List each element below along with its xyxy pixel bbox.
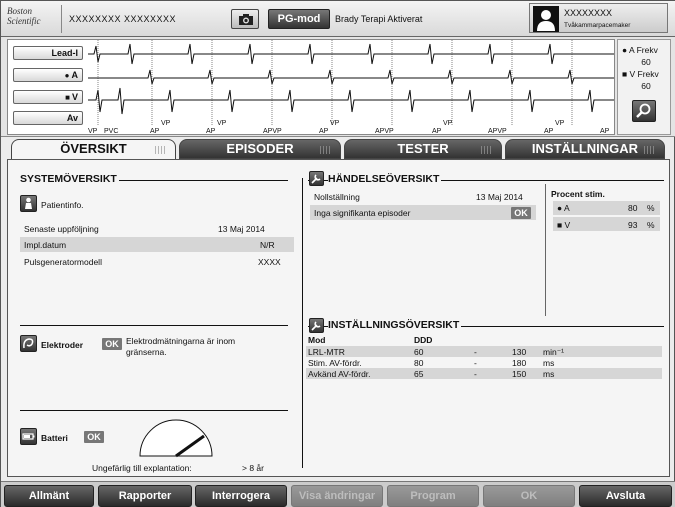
grip-icon: [644, 146, 656, 154]
pacing-divider: [545, 184, 546, 316]
device-info: [529, 3, 668, 33]
reset-label: Nollställning: [314, 192, 360, 202]
marker-label: APVP: [375, 128, 394, 135]
a-rate-value: 60: [641, 57, 651, 67]
ecg-panel: [7, 39, 615, 135]
setting-value-low: 65: [414, 369, 424, 379]
tab-oversikt[interactable]: ÖVERSIKT: [11, 139, 176, 161]
ecg-trace-atrial: [88, 70, 614, 84]
footer-bar: [1, 481, 675, 507]
program-button[interactable]: Program: [387, 485, 479, 507]
setting-dash: -: [474, 347, 477, 357]
patient-icon: [21, 196, 36, 211]
tab-episoder[interactable]: EPISODER: [179, 139, 341, 159]
no-episodes-text: Inga signifikanta episoder: [314, 208, 411, 218]
marker-label: VP: [217, 120, 227, 127]
tab-tester[interactable]: TESTER: [344, 139, 502, 159]
implant-date-label: Impl.datum: [24, 240, 67, 250]
grip-icon: [481, 146, 493, 154]
setting-value-low: 80: [414, 358, 424, 368]
table-row: [306, 346, 662, 357]
zoom-button[interactable]: [632, 100, 656, 122]
ecg-trace-ventricular: [88, 88, 614, 114]
header-bar: [1, 1, 675, 37]
battery-ok-badge: OK: [84, 431, 104, 443]
implant-date-value: N/R: [260, 240, 275, 250]
overview-panel: [7, 159, 670, 477]
setting-unit: ms: [543, 358, 555, 368]
events-button[interactable]: [309, 171, 324, 186]
reset-date: 13 Maj 2014: [476, 192, 523, 202]
patient-info-button[interactable]: [20, 195, 37, 212]
lead-v-button[interactable]: ■ V: [13, 90, 83, 104]
battery-button[interactable]: [20, 428, 37, 445]
leads-ok-badge: OK: [102, 338, 122, 350]
column-divider: [302, 178, 303, 468]
marker-label: AP: [600, 128, 610, 135]
grip-icon: [320, 146, 332, 154]
patient-name: XXXXXXXX XXXXXXXX: [69, 14, 177, 24]
person-icon: [533, 6, 559, 32]
explant-label: Ungefärlig till explantation:: [92, 463, 192, 473]
pg-model-label: Pulsgeneratormodell: [24, 257, 102, 267]
marker-label: AP: [432, 128, 442, 135]
setting-value-high: 180: [512, 358, 527, 368]
marker-label: VP: [555, 120, 565, 127]
snapshot-button[interactable]: [231, 9, 259, 29]
ecg-strip-area: [1, 37, 675, 137]
pg-mode-button[interactable]: PG-mod: [268, 9, 330, 29]
leads-label: Elektroder: [41, 340, 84, 350]
marker-label: AP: [206, 128, 216, 135]
setting-value-high: 130: [512, 347, 527, 357]
device-name: XXXXXXXX: [564, 8, 613, 18]
wrench-icon: [310, 172, 323, 185]
setting-label: Avkänd AV-fördr.: [308, 369, 371, 379]
setting-unit: min⁻¹: [543, 347, 565, 357]
reports-button[interactable]: Rapporter: [98, 485, 192, 507]
wrench-icon: [310, 319, 323, 332]
events-overview-title: HÄNDELSEÖVERSIKT: [328, 173, 440, 185]
marker-label: APVP: [488, 128, 507, 135]
marker-label: PVC: [104, 128, 119, 135]
magnifier-icon: [633, 101, 655, 121]
lead-icon: [21, 336, 36, 351]
marker-label: AP: [319, 128, 329, 135]
settings-overview-title: INSTÄLLNINGSÖVERSIKT: [328, 319, 460, 331]
exit-button[interactable]: Avsluta: [579, 485, 672, 507]
battery-gauge: [138, 418, 214, 458]
pacing-a-label: ● A: [557, 203, 570, 213]
last-followup-value: 13 Maj 2014: [218, 224, 265, 234]
leads-button[interactable]: [20, 335, 37, 352]
last-followup-label: Senaste uppföljning: [24, 224, 99, 234]
pacing-a-unit: %: [647, 203, 655, 213]
section-rule: [20, 410, 288, 411]
brady-status-text: Brady Terapi Aktiverat: [335, 14, 423, 24]
pg-model-value: XXXX: [258, 257, 281, 267]
view-changes-button[interactable]: Visa ändringar: [291, 485, 383, 507]
lead-i-button[interactable]: Lead-I: [13, 46, 83, 60]
a-rate-label: ● A Frekv: [622, 45, 658, 55]
grip-icon: [155, 146, 167, 154]
mode-value: DDD: [414, 335, 433, 345]
interrogate-button[interactable]: Interrogera: [195, 485, 287, 507]
tab-bar: [1, 138, 675, 160]
pacing-v-value: 93: [628, 220, 638, 230]
device-type: Tvåkammarpacemaker: [564, 22, 631, 29]
v-rate-value: 60: [641, 81, 651, 91]
header-divider: [61, 5, 62, 33]
marker-label: VP: [443, 120, 453, 127]
episodes-ok-badge: OK: [511, 207, 531, 219]
setting-unit: ms: [543, 369, 555, 379]
section-rule: [20, 325, 288, 326]
ecg-waveforms: [88, 40, 614, 126]
setting-label: Stim. AV-fördr.: [308, 358, 362, 368]
pacing-a-value: 80: [628, 203, 638, 213]
marker-label: APVP: [263, 128, 282, 135]
setting-value-high: 150: [512, 369, 527, 379]
explant-value: > 8 år: [242, 463, 264, 473]
brand-logo: Boston Scientific: [7, 6, 41, 26]
pacing-v-label: ■ V: [557, 220, 571, 230]
system-overview-title: SYSTEMÖVERSIKT: [20, 173, 117, 185]
marker-label: VP: [161, 120, 171, 127]
pacing-title: Procent stim.: [551, 189, 605, 199]
ecg-trace-lead-i: [88, 44, 614, 64]
setting-label: LRL-MTR: [308, 347, 345, 357]
battery-label: Batteri: [41, 433, 68, 443]
tab-installningar[interactable]: INSTÄLLNINGAR: [505, 139, 665, 159]
mode-label: Mod: [308, 335, 326, 345]
setting-value-low: 60: [414, 347, 424, 357]
pacing-v-unit: %: [647, 220, 655, 230]
lead-av-button[interactable]: Av: [13, 111, 83, 125]
setting-dash: -: [474, 369, 477, 379]
patient-info-label: Patientinfo.: [41, 200, 84, 210]
marker-label: AP: [544, 128, 554, 135]
settings-button[interactable]: [309, 318, 324, 333]
leads-status-text-2: gränserna.: [126, 347, 167, 357]
marker-label: VP: [330, 120, 340, 127]
lead-a-button[interactable]: ● A: [13, 68, 83, 82]
battery-icon: [21, 429, 36, 444]
camera-icon: [238, 13, 254, 26]
rate-panel: [617, 39, 671, 135]
leads-status-text-1: Elektrodmätningarna är inom: [126, 336, 236, 346]
general-button[interactable]: Allmänt: [4, 485, 94, 507]
marker-label: AP: [150, 128, 160, 135]
v-rate-label: ■ V Frekv: [622, 69, 659, 79]
ok-button[interactable]: OK: [483, 485, 575, 507]
marker-label: VP: [88, 128, 98, 135]
setting-dash: -: [474, 358, 477, 368]
